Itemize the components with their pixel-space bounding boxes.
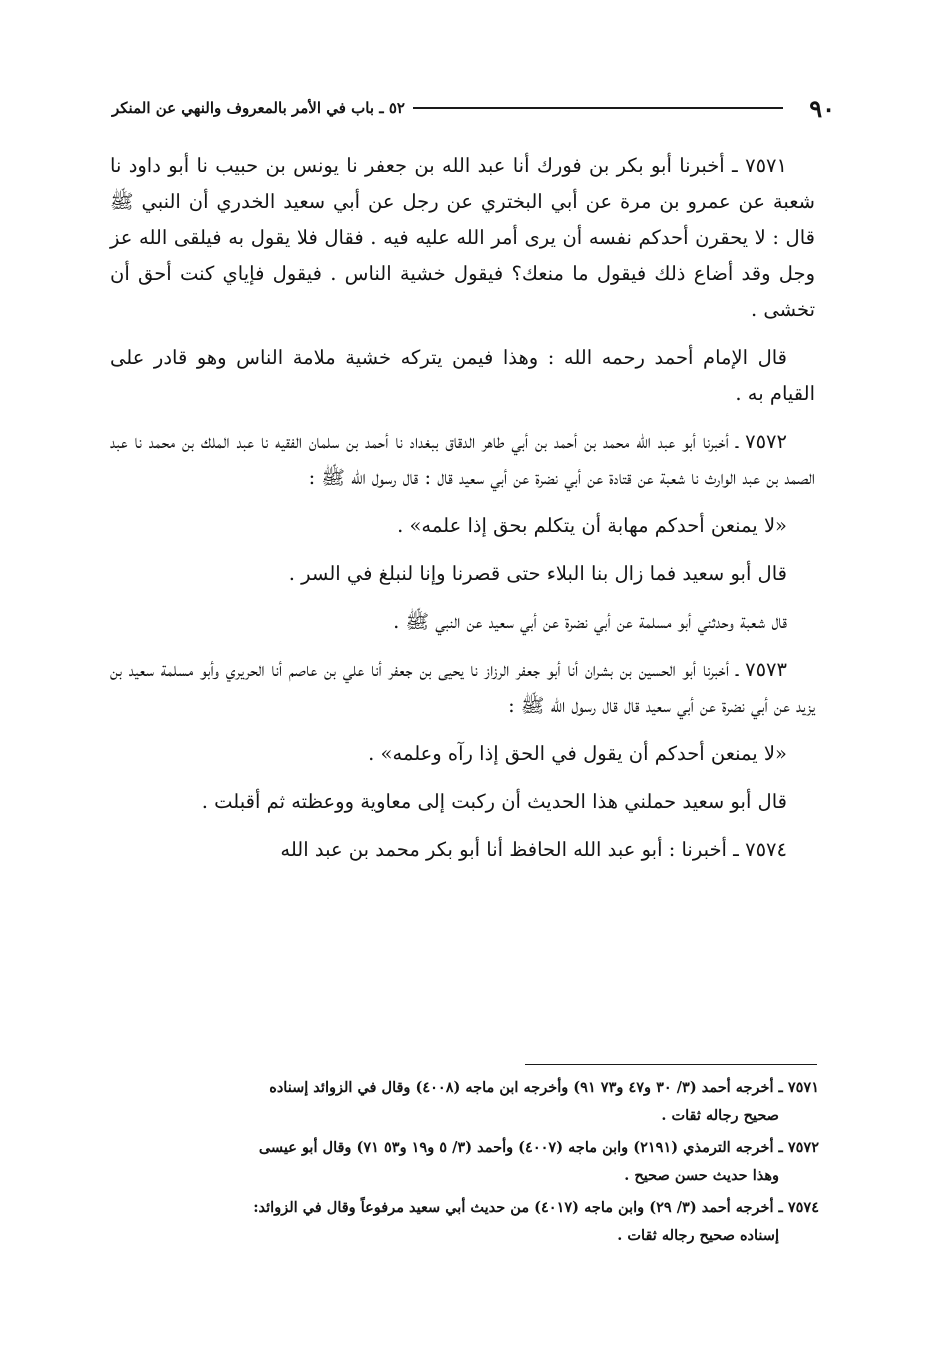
- running-header: [112, 88, 835, 128]
- footnotes: [110, 1074, 819, 1254]
- main-text: [110, 148, 815, 880]
- hadith-7572: ٧٥٧٢ ـ أخبرنا أبو عبد الله محمد بن أحمد بن أبي طاهر الدقاق ببغداد نا أحمد بن سلمان الفقيه نا عبد الملك بن محمد نا عبد الصمد بن عبد الوارث نا شعبة عن قتادة عن أبي نضرة عن أبي سعيد قال : قال رسول الله ﷺ :: [110, 430, 815, 489]
- chapter-title: ٥٢ ـ باب في الأمر بالمعروف والنهي عن المنكر: [112, 99, 405, 117]
- narrator-remark: قال شعبة وحدثني أبو مسلمة عن أبي نضرة عن أبي سعيد عن النبي ﷺ .: [393, 610, 787, 633]
- footnote-7572: [110, 1134, 819, 1190]
- footnote-7571: [110, 1074, 819, 1130]
- footnote-line: ٧٥٧١ ـ أخرجه أحمد (٣/ ٣٠ و٤٧ و٧٣ ٩١) وأخرجه ابن ماجه (٤٠٠٨) وقال في الزوائد إسناده: [269, 1079, 819, 1096]
- commentary-paragraph: قال الإمام أحمد رحمه الله : وهذا فيمن يتركه خشية ملامة الناس وهو قادر على القيام به .: [110, 346, 815, 405]
- footnote-line: إسناده صحيح رجاله ثقات .: [617, 1227, 779, 1244]
- header-rule: [413, 107, 783, 109]
- footnote-7574: [110, 1194, 819, 1250]
- page-number: ٩٠: [809, 93, 835, 123]
- hadith-7574: ٧٥٧٤ ـ أخبرنا : أبو عبد الله الحافظ أنا أبو بكر محمد بن عبد الله: [280, 838, 787, 861]
- footnote-line: وهذا حديث حسن صحيح .: [624, 1167, 779, 1184]
- footnote-rule: [525, 1064, 817, 1065]
- narrator-remark: قال أبو سعيد حملني هذا الحديث أن ركبت إلى معاوية ووعظته ثم أقبلت .: [201, 790, 787, 813]
- hadith-quote: «لا يمنعن أحدكم أن يقول في الحق إذا رآه وعلمه» .: [368, 742, 787, 765]
- narrator-remark: قال أبو سعيد فما زال بنا البلاء حتى قصرنا وإنا لنبلغ في السر .: [288, 562, 787, 585]
- footnote-line: صحيح رجاله ثقات .: [661, 1107, 779, 1124]
- footnote-line: ٧٥٧٤ ـ أخرجه أحمد (٣/ ٢٩) وابن ماجه (٤٠١٧) من حديث أبي سعيد مرفوعاً وقال في الزوائد:: [253, 1199, 819, 1216]
- hadith-quote: «لا يمنعن أحدكم مهابة أن يتكلم بحق إذا علمه» .: [397, 514, 787, 537]
- hadith-7571: ٧٥٧١ ـ أخبرنا أبو بكر بن فورك أنا عبد الله بن جعفر نا يونس بن حبيب نا أبو داود نا شعبة عن عمرو بن مرة عن أبي البختري عن رجل عن أبي سعيد الخدري أن النبي ﷺ قال : لا يحقرن أحدكم نفسه أن يرى أمر الله عليه فيه . فقال فلا يقول به فيلقى الله عز وجل وقد أضاع ذلك فيقول ما منعك؟ فيقول خشية الناس . فيقول فإياي كنت أحق أن تخشى .: [110, 154, 815, 321]
- footnote-line: ٧٥٧٢ ـ أخرجه الترمذي (٢١٩١) وابن ماجه (٤٠٠٧) وأحمد (٣/ ٥ و١٩ و٥٣ ٧١) وقال أبو عيسى: [258, 1139, 819, 1156]
- hadith-7573: ٧٥٧٣ ـ أخبرنا أبو الحسين بن بشران أنا أبو جعفر الرزاز نا يحيى بن جعفر أنا علي بن عاصم أنا الحريري وأبو مسلمة سعيد بن يزيد عن أبي نضرة عن أبي سعيد قال قال رسول الله ﷺ :: [110, 658, 815, 717]
